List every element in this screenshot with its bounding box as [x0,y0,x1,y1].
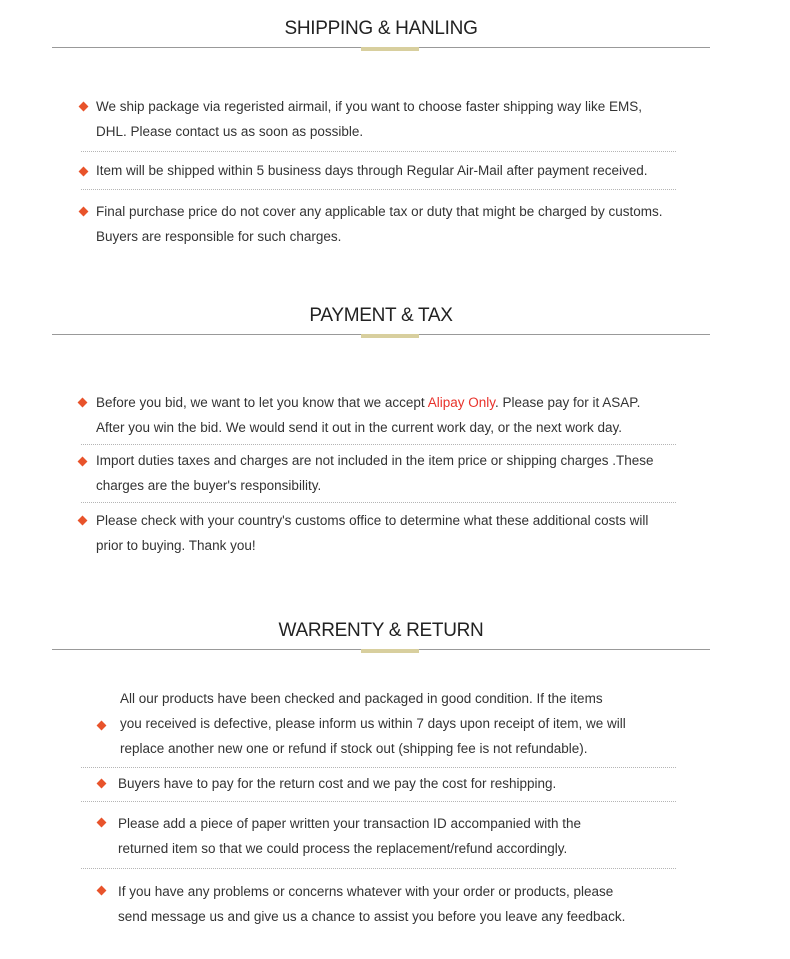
dotted-divider [81,444,676,445]
section-title: PAYMENT & TAX [309,305,453,326]
diamond-bullet-icon [79,207,89,217]
list-item-text: Buyers have to pay for the return cost and we pay the cost for reshipping. [118,776,557,791]
section-header [52,18,710,48]
diamond-bullet-icon [79,167,89,177]
dotted-divider [81,767,676,768]
text-segment: . Please pay for it ASAP. [494,395,641,410]
section-header [52,620,710,650]
diamond-bullet-icon [97,818,107,828]
diamond-bullet-icon [79,102,89,112]
list-item-text: DHL. Please contact us as soon as possible. [96,124,364,139]
diamond-bullet-icon [78,516,88,526]
list-item-text: Item will be shipped within 5 business days through Regular Air-Mail after payment received. [96,163,648,178]
dotted-divider [81,868,676,869]
list-item-text: charges are the buyer's responsibility. [96,478,322,493]
list-item-text: Please check with your country's customs office to determine what these additional costs will [96,513,649,528]
header-accent-bar [361,334,419,338]
list-item-text: After you win the bid. We would send it out in the current work day, or the next work day. [96,420,623,435]
list-item-text [96,390,640,415]
list-item-text: Final purchase price do not cover any applicable tax or duty that might be charged by customs. [96,204,663,219]
dotted-divider [81,189,676,190]
list-item-text: you received is defective, please inform us within 7 days upon receipt of item, we will [120,716,626,731]
list-item-text: We ship package via regeristed airmail, if you want to choose faster shipping way like EMS, [96,99,643,114]
dotted-divider [81,801,676,802]
list-item-text: Please add a piece of paper written your transaction ID accompanied with the [118,816,582,831]
dotted-divider [81,502,676,503]
diamond-bullet-icon [97,779,107,789]
list-item-text: All our products have been checked and packaged in good condition. If the items [120,691,603,706]
text-segment: Before you bid, we want to let you know that we accept [96,395,428,410]
diamond-bullet-icon [78,457,88,467]
header-accent-bar [361,649,419,653]
section-title: WARRENTY & RETURN [278,620,484,641]
dotted-divider [81,151,676,152]
diamond-bullet-icon [78,398,88,408]
diamond-bullet-icon [97,721,107,731]
list-item-text: replace another new one or refund if stock out (shipping fee is not refundable). [120,741,588,756]
list-item-text: Import duties taxes and charges are not included in the item price or shipping charges .These [96,453,654,468]
list-item-text: Buyers are responsible for such charges. [96,229,342,244]
list-item-text: returned item so that we could process the replacement/refund accordingly. [118,841,568,856]
section-title: SHIPPING & HANLING [284,18,478,39]
header-accent-bar [361,47,419,51]
list-item-text: prior to buying. Thank you! [96,538,256,553]
diamond-bullet-icon [97,886,107,896]
section-header [52,305,710,335]
list-item-text: If you have any problems or concerns whatever with your order or products, please [118,884,614,899]
payment-method-highlight: Alipay Only [427,395,495,410]
list-item-text: send message us and give us a chance to assist you before you leave any feedback. [118,909,626,924]
